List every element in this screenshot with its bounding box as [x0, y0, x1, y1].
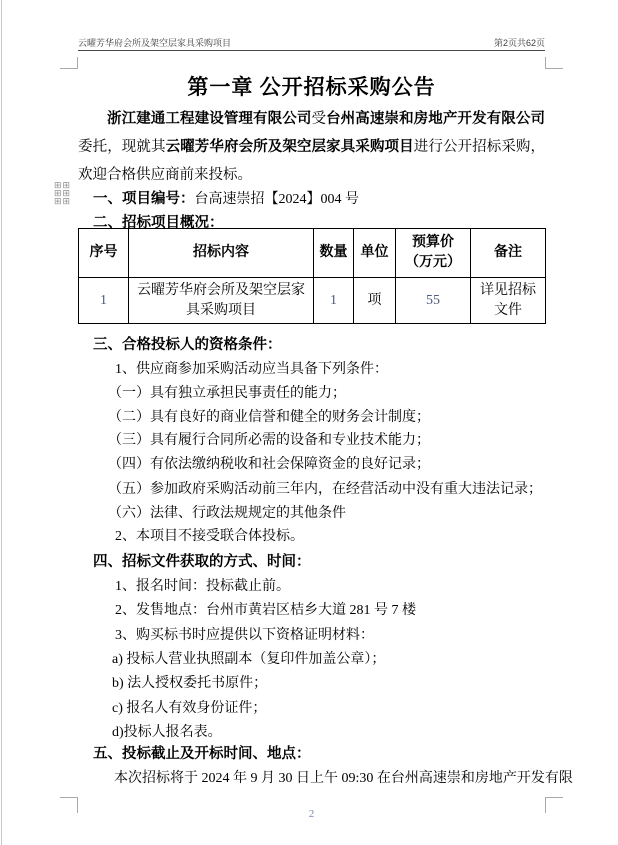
section4-item-1: 1、报名时间：投标截止前。	[115, 579, 290, 594]
header-page-info: 第2页共62页	[493, 38, 545, 48]
intro-project-name: 云曜芳华府会所及架空层家具采购项目	[165, 139, 414, 155]
section3-item-7: （六）法律、行政法规规定的其他条件	[108, 506, 346, 521]
section5-body: 本次招标将于 2024 年 9 月 30 日上午 09:30 在台州高速崇和房地产开发有限	[114, 771, 573, 786]
cell-unit: 项	[354, 278, 396, 324]
section4-item-4: a) 投标人营业执照副本（复印件加盖公章）；	[112, 652, 386, 667]
section3-item-2: （一）具有独立承担民事责任的能力；	[108, 386, 346, 401]
section3-heading: 三、合格投标人的资格条件：	[93, 337, 282, 353]
cell-seq: 1	[79, 278, 129, 324]
col-header-unit: 单位	[354, 229, 396, 278]
section3-item-4: （三）具有履行合同所必需的设备和专业技术能力；	[108, 433, 430, 448]
section3-item-6: （五）参加政府采购活动前三年内，在经营活动中没有重大违法记录；	[108, 482, 542, 497]
document-header	[78, 38, 545, 51]
grid-handle-icon[interactable]: ⊞⊞ ⊞⊞ ⊞⊞	[54, 181, 72, 207]
section3-item-3: （二）具有良好的商业信誉和健全的财务会计制度；	[108, 410, 430, 425]
cell-budget: 55	[396, 278, 471, 324]
section3-item-8: 2、本项目不接受联合体投标。	[115, 529, 304, 544]
col-header-budget: 预算价（万元）	[396, 229, 471, 278]
section5-heading: 五、投标截止及开标时间、地点：	[93, 746, 311, 762]
header-project-title: 云曜芳华府会所及架空层家具采购项目	[78, 38, 232, 48]
page-title: 第一章 公开招标采购公告	[187, 75, 436, 99]
intro-conn2: 委托，现就其	[78, 139, 166, 155]
section4-item-6: c) 报名人有效身份证件；	[112, 701, 267, 716]
text-boundary-mark-bottom-left-icon	[60, 797, 78, 813]
section4-item-5: b) 法人授权委托书原件；	[112, 676, 268, 691]
col-header-qty: 数量	[314, 229, 354, 278]
table-row	[79, 278, 546, 324]
cell-qty: 1	[314, 278, 354, 324]
section4-item-7: d)投标人报名表。	[112, 725, 222, 740]
intro-tail: 进行公开招标采购，欢迎合格供应商前来投标。	[78, 139, 546, 183]
intro-paragraph	[78, 105, 545, 189]
section4-heading: 四、招标文件获取的方式、时间：	[93, 554, 311, 570]
col-header-content: 招标内容	[129, 229, 314, 278]
section3-item-1: 1、供应商参加采购活动应当具备下列条件：	[115, 362, 388, 377]
section1-value: 台高速崇招【2024】004 号	[194, 192, 359, 207]
text-boundary-mark-top-right-icon	[545, 57, 563, 69]
intro-client-name: 台州高速崇和房地产开发有限公司	[326, 111, 546, 127]
text-boundary-mark-top-left-icon	[60, 57, 78, 69]
section3-item-5: （四）有依法缴纳税收和社会保障资金的良好记录；	[108, 457, 430, 472]
intro-agency-name: 浙江建通工程建设管理有限公司	[107, 111, 312, 127]
intro-conn1: 受	[311, 111, 327, 127]
bid-overview-table	[78, 228, 546, 324]
col-header-note: 备注	[471, 229, 546, 278]
section4-item-2: 2、发售地点：台州市黄岩区桔乡大道 281 号 7 楼	[115, 603, 416, 618]
page-left-edge-divider	[1, 0, 2, 845]
footer-page-number: 2	[308, 808, 315, 820]
cell-content: 云曜芳华府会所及架空层家具采购项目	[129, 278, 314, 324]
table-header-row	[79, 229, 546, 278]
section1-heading	[78, 187, 548, 208]
section1-label: 一、项目编号：	[93, 191, 195, 207]
section4-item-3: 3、购买标书时应提供以下资格证明材料：	[115, 628, 374, 643]
cell-note: 详见招标文件	[471, 278, 546, 324]
text-boundary-mark-bottom-right-icon	[545, 797, 563, 813]
section2-heading: 二、招标项目概况：	[93, 215, 224, 231]
col-header-seq: 序号	[79, 229, 129, 278]
